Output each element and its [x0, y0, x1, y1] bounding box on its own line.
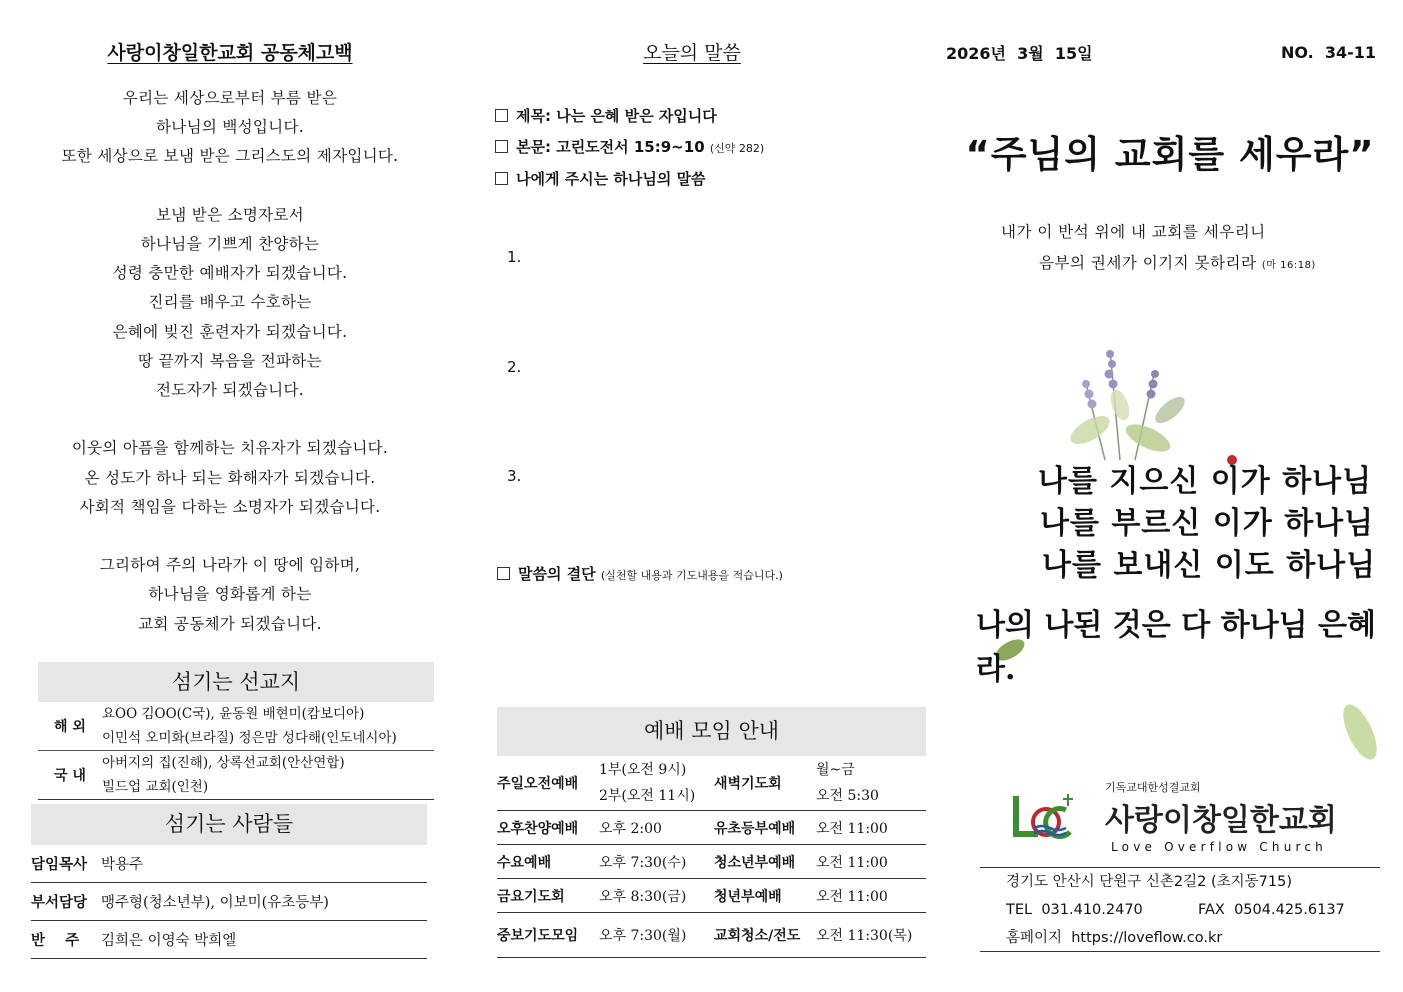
mission-value: 이민석 오미화(브라질) 정은맘 성다해(인도네시아) — [102, 730, 397, 746]
mission-row-domestic — [38, 751, 434, 799]
creed-line: 보냄 받은 소명자로서 — [156, 205, 304, 224]
word-items — [495, 101, 915, 195]
worship-time: 오후 8:30(금) — [599, 879, 714, 913]
worship-time: 1부(오전 9시) — [599, 762, 687, 778]
worship-row — [497, 879, 926, 913]
creed-line: 은혜에 빚진 훈련자가 되겠습니다. — [112, 322, 348, 341]
people-label: 부서담당 — [31, 895, 88, 911]
people-table — [31, 845, 427, 959]
worship-row — [497, 811, 926, 845]
worship-time: 오전 11:00 — [816, 811, 926, 845]
verse-line-2: 음부의 권세가 이기지 못하리라 — [1039, 254, 1257, 272]
motto: “주님의 교회를 세우라” — [965, 133, 1375, 176]
worship-row — [497, 913, 926, 958]
creed-line: 성령 충만한 예배자가 되겠습니다. — [112, 264, 348, 283]
worship-time: 2부(오전 11시) — [599, 788, 696, 804]
verse-ref: (마 16:18) — [1261, 260, 1316, 271]
note-number: 2. — [507, 358, 522, 376]
worship-label: 중보기도모임 — [497, 913, 599, 958]
missions-table — [38, 702, 434, 800]
creed-line: 전도자가 되겠습니다. — [156, 381, 304, 400]
mission-row-overseas — [38, 702, 434, 751]
mission-value: 아버지의 집(진해), 상록선교회(안산연합) — [102, 755, 345, 771]
creed-line: 땅 끝까지 복음을 전파하는 — [138, 351, 322, 370]
creed-line: 하나님을 기쁘게 찬양하는 — [140, 235, 320, 253]
creed-text — [20, 84, 440, 639]
creed-line: 사회적 책임을 다하는 소명자가 되겠습니다. — [79, 497, 381, 516]
worship-label: 오후찬양예배 — [497, 811, 599, 845]
worship-label: 금요기도회 — [497, 879, 599, 913]
worship-label: 유초등부예배 — [714, 811, 816, 845]
church-name-english: Love Overflow Church — [1111, 840, 1327, 854]
checkbox-icon — [497, 567, 510, 580]
worship-time: 오후 7:30(수) — [599, 845, 714, 879]
creed-line: 진리를 배우고 수호하는 — [148, 293, 312, 312]
address: 경기도 안산시 단원구 신촌2길2 (초지동715) — [1006, 874, 1292, 890]
creed-line: 그리하여 주의 나라가 이 땅에 임하며, — [99, 556, 361, 575]
creed-title: 사랑이창일한교회 공동체고백 — [107, 42, 353, 64]
worship-row — [497, 756, 926, 811]
people-label: 반 주 — [31, 933, 80, 949]
worship-time: 오전 5:30 — [816, 788, 879, 804]
worship-time: 오후 2:00 — [599, 811, 714, 845]
calligraphy-line: 나의 나된 것은 다 하나님 은혜라. — [976, 608, 1376, 687]
people-value: 박용주 — [101, 857, 144, 873]
creed-line: 하나님을 영화롭게 하는 — [148, 585, 312, 604]
fax: FAX 0504.425.6137 — [1198, 902, 1345, 918]
missions-heading: 섬기는 선교지 — [38, 662, 434, 702]
word-item-message: 나에게 주시는 하나님의 말씀 — [495, 164, 915, 195]
people-row — [31, 883, 427, 921]
worship-label: 수요예배 — [497, 845, 599, 879]
checkbox-icon — [495, 109, 508, 122]
people-value: 김희은 이영숙 박희엘 — [101, 933, 237, 949]
people-label: 담임목사 — [31, 857, 88, 873]
people-row — [31, 845, 427, 883]
calligraphy-line: 나를 부르신 이가 하나님 — [1040, 506, 1375, 541]
worship-label: 주일오전예배 — [497, 756, 599, 811]
worship-label: 교회청소/전도 — [714, 913, 816, 958]
note-number: 1. — [507, 248, 522, 266]
church-name: 사랑이창일한교회 — [1105, 803, 1337, 838]
word-item-text: 본문: 고린도전서 15:9~10 (신약 282) — [495, 132, 915, 164]
word-decision: 말씀의 결단 (실천할 내용과 기도내용을 적습니다.) — [497, 559, 783, 591]
worship-table — [497, 756, 926, 958]
worship-time: 월~금 — [816, 762, 855, 778]
mission-value: 요OO 김OO(C국), 윤동원 배현미(캄보디아) — [102, 706, 365, 722]
creed-line: 이웃의 아픔을 함께하는 치유자가 되겠습니다. — [71, 439, 389, 458]
tel: TEL 031.410.2470 — [1006, 902, 1143, 918]
church-logo-icon — [1008, 790, 1088, 850]
verse-line-1: 내가 이 반석 위에 내 교회를 세우리니 — [1001, 223, 1266, 241]
creed-line: 온 성도가 하나 되는 화해자가 되겠습니다. — [84, 468, 376, 487]
calligraphy-line: 나를 보내신 이도 하나님 — [1042, 548, 1377, 583]
bulletin-number: NO. 34-11 — [1281, 43, 1377, 62]
worship-label: 새벽기도회 — [714, 756, 816, 811]
worship-time: 오전 11:30(목) — [816, 913, 926, 958]
calligraphy-line: 나를 지으신 이가 하나님 — [1038, 464, 1373, 499]
worship-time: 오후 7:30(월) — [599, 913, 714, 958]
worship-row — [497, 845, 926, 879]
church-contact — [980, 868, 1380, 952]
checkbox-icon — [495, 140, 508, 153]
people-row — [31, 921, 427, 959]
creed-line: 교회 공동체가 되겠습니다. — [138, 614, 322, 633]
people-value: 맹주형(청소년부), 이보미(유초등부) — [101, 895, 329, 911]
word-item-title: 제목: 나는 은혜 받은 자입니다 — [495, 101, 915, 132]
worship-heading: 예배 모임 안내 — [497, 707, 926, 756]
mission-value: 빌드업 교회(인천) — [102, 779, 209, 795]
worship-time: 오전 11:00 — [816, 845, 926, 879]
mission-label: 해 외 — [54, 719, 86, 735]
people-heading: 섬기는 사람들 — [31, 804, 427, 845]
worship-label: 청소년부예배 — [714, 845, 816, 879]
word-title: 오늘의 말씀 — [643, 42, 741, 64]
homepage-link[interactable]: 홈페이지 https://loveflow.co.kr — [1006, 930, 1223, 946]
creed-line: 하나님의 백성입니다. — [156, 118, 304, 137]
worship-time: 오전 11:00 — [816, 879, 926, 913]
denomination: 기독교대한성결교회 — [1105, 781, 1201, 794]
note-number: 3. — [507, 467, 522, 485]
creed-line: 또한 세상으로 보냄 받은 그리스도의 제자입니다. — [61, 147, 399, 166]
checkbox-icon — [495, 172, 508, 185]
creed-line: 우리는 세상으로부터 부름 받은 — [122, 89, 338, 107]
mission-label: 국 내 — [54, 768, 86, 784]
worship-label: 청년부예배 — [714, 879, 816, 913]
bulletin-date: 2026년 3월 15일 — [946, 44, 1093, 63]
